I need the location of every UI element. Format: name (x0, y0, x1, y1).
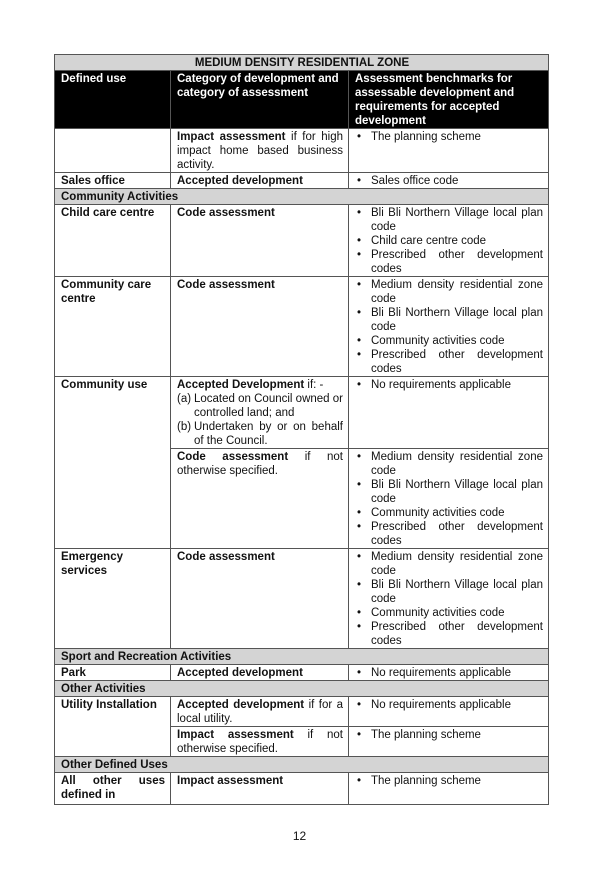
header-defined-use: Defined use (55, 71, 171, 129)
benchmark-item: • Prescribed other development codes (365, 520, 543, 548)
table-title: MEDIUM DENSITY RESIDENTIAL ZONE (55, 55, 549, 71)
benchmark-item: • No requirements applicable (365, 378, 543, 392)
condition-list (177, 392, 343, 448)
category-cell: Accepted development (171, 665, 349, 681)
benchmark-cell (349, 665, 549, 681)
benchmark-item: • The planning scheme (365, 130, 543, 144)
category-cell (171, 449, 349, 549)
defined-use-utility-installation: Utility Installation (55, 697, 171, 757)
benchmark-cell (349, 205, 549, 277)
defined-use-community-use: Community use (55, 377, 171, 549)
benchmark-item: • Bli Bli Northern Village local plan code (365, 306, 543, 334)
benchmark-list (355, 450, 543, 548)
benchmark-item: • Bli Bli Northern Village local plan code (365, 578, 543, 606)
category-cell (171, 377, 349, 449)
benchmark-list (355, 174, 543, 188)
benchmark-list (355, 666, 543, 680)
benchmark-item: • Medium density residential zone code (365, 550, 543, 578)
benchmark-cell (349, 173, 549, 189)
defined-use-cell-empty (55, 129, 171, 173)
defined-use-community-care-centre: Community care centre (55, 277, 171, 377)
condition-marker: (b) (177, 421, 192, 433)
benchmark-cell (349, 697, 549, 727)
benchmark-list (355, 206, 543, 276)
benchmark-list (355, 130, 543, 144)
section-other-defined-uses: Other Defined Uses (55, 757, 549, 773)
condition-text: Located on Council owned or controlled land; and (194, 393, 343, 419)
category-text: if: - (304, 379, 324, 391)
benchmark-item: • Community activities code (365, 334, 543, 348)
category-text: if for a local utility. (177, 699, 343, 725)
benchmark-item: • Community activities code (365, 606, 543, 620)
category-bold: Code assessment (177, 451, 289, 463)
benchmark-item: • Medium density residential zone code (365, 450, 543, 478)
defined-use-sales-office: Sales office (55, 173, 171, 189)
category-cell (171, 129, 349, 173)
category-cell: Code assessment (171, 549, 349, 649)
benchmark-cell (349, 129, 549, 173)
category-cell (171, 697, 349, 727)
condition-marker: (a) (177, 393, 192, 405)
defined-use-all-other-uses: All other uses defined in (55, 773, 171, 805)
header-category: Category of development and category of assessment (171, 71, 349, 129)
benchmark-list (355, 774, 543, 788)
benchmark-list (355, 698, 543, 712)
benchmark-list (355, 728, 543, 742)
defined-use-park: Park (55, 665, 171, 681)
category-text: if not otherwise specified. (177, 451, 343, 477)
condition-item (177, 420, 343, 448)
benchmark-cell (349, 727, 549, 757)
benchmark-item: • The planning scheme (365, 774, 543, 788)
page-number: 12 (292, 829, 307, 843)
benchmark-item: • Medium density residential zone code (365, 278, 543, 306)
header-benchmarks: Assessment benchmarks for assessable development and requirements for accepted development (349, 71, 549, 129)
category-bold: Impact assessment (177, 729, 294, 741)
benchmark-item: • Prescribed other development codes (365, 248, 543, 276)
benchmark-cell (349, 277, 549, 377)
section-community-activities: Community Activities (55, 189, 549, 205)
category-cell: Accepted development (171, 173, 349, 189)
section-sport-recreation: Sport and Recreation Activities (55, 649, 549, 665)
section-other-activities: Other Activities (55, 681, 549, 697)
benchmark-list (355, 550, 543, 648)
category-bold: Impact assessment (177, 131, 286, 143)
benchmark-cell (349, 549, 549, 649)
category-cell (171, 727, 349, 757)
category-cell: Impact assessment (171, 773, 349, 805)
benchmark-item: • Bli Bli Northern Village local plan code (365, 206, 543, 234)
benchmark-cell (349, 377, 549, 449)
benchmark-item: • No requirements applicable (365, 698, 543, 712)
benchmark-list (355, 378, 543, 392)
benchmark-item: • No requirements applicable (365, 666, 543, 680)
benchmark-item: • Prescribed other development codes (365, 620, 543, 648)
benchmark-item: • Prescribed other development codes (365, 348, 543, 376)
zone-assessment-table (54, 54, 549, 805)
condition-item (177, 392, 343, 420)
benchmark-item: • Child care centre code (365, 234, 543, 248)
category-text: if for high impact home based business activity. (177, 131, 343, 171)
category-text: if not otherwise specified. (177, 729, 343, 755)
defined-use-child-care-centre: Child care centre (55, 205, 171, 277)
benchmark-item: • Bli Bli Northern Village local plan code (365, 478, 543, 506)
benchmark-cell (349, 449, 549, 549)
benchmark-item: • Community activities code (365, 506, 543, 520)
category-bold: Accepted Development (177, 379, 305, 391)
benchmark-item: • The planning scheme (365, 728, 543, 742)
category-cell: Code assessment (171, 277, 349, 377)
category-bold: Accepted development (177, 699, 305, 711)
defined-use-emergency-services: Emergency services (55, 549, 171, 649)
benchmark-list (355, 278, 543, 376)
category-cell: Code assessment (171, 205, 349, 277)
condition-text: Undertaken by or on behalf of the Council. (194, 421, 343, 447)
benchmark-cell (349, 773, 549, 805)
benchmark-item: • Sales office code (365, 174, 543, 188)
